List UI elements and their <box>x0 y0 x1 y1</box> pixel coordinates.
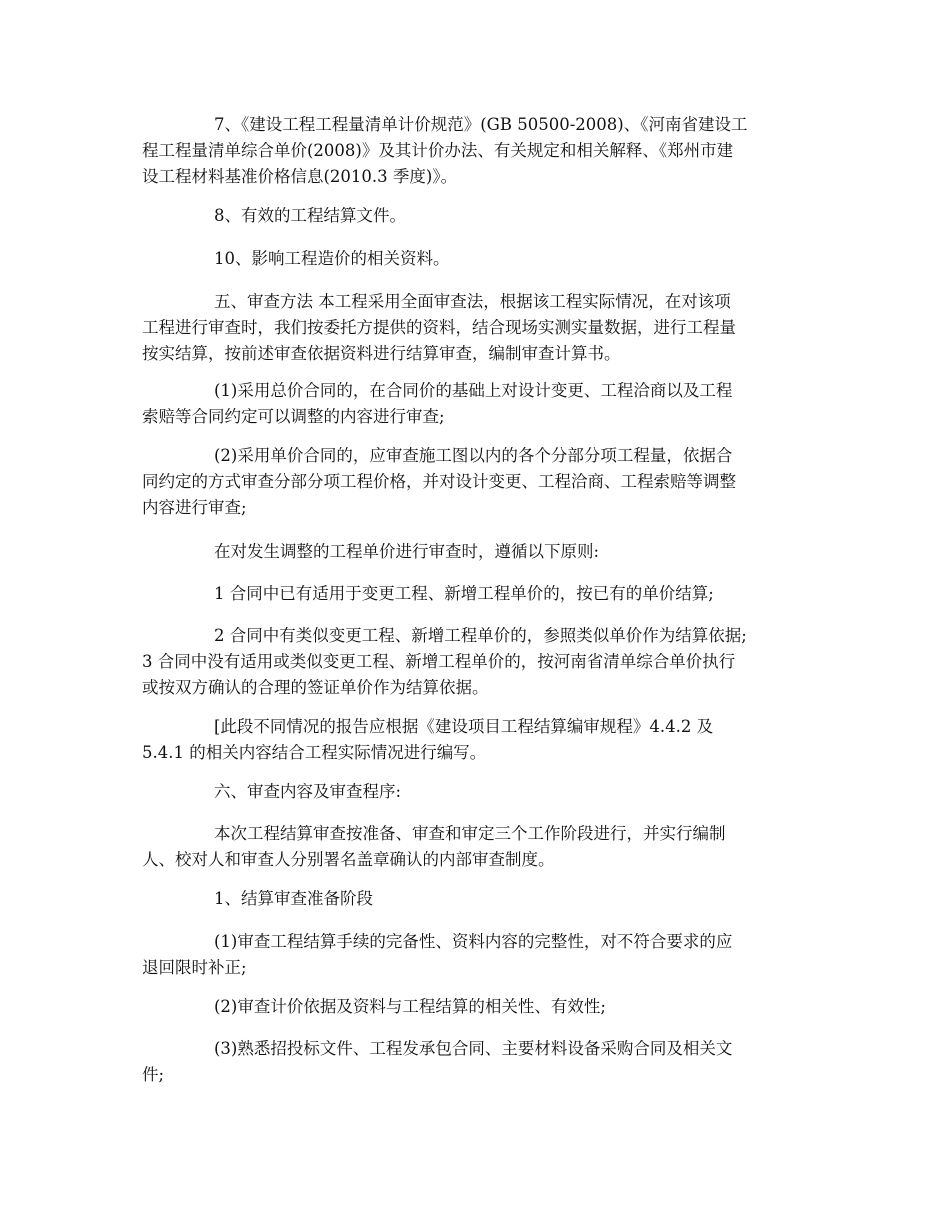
paragraph-line: 五、审查方法 本工程采用全面审查法，根据该工程实际情况，在对该项 <box>214 292 731 311</box>
paragraph <box>142 714 818 766</box>
paragraph-line: 内容进行审查; <box>142 498 247 517</box>
paragraph <box>142 929 818 981</box>
paragraph <box>142 779 818 805</box>
paragraph <box>142 886 818 912</box>
paragraph <box>142 994 818 1020</box>
paragraph-line: 7、《建设工程工程量清单计价规范》(GB 50500-2008)、《河南省建设工 <box>214 115 748 134</box>
paragraph-line: 六、审查内容及审查程序: <box>214 782 402 801</box>
paragraph-line: [此段不同情况的报告应根据《建设项目工程结算编审规程》4.4.2 及 <box>214 717 714 736</box>
paragraph <box>142 289 818 367</box>
paragraph-line: 8、有效的工程结算文件。 <box>214 206 406 225</box>
paragraph-line: 退回限时补正; <box>142 958 247 977</box>
paragraph <box>142 1036 818 1088</box>
paragraph-line: 3 合同中没有适用或类似变更工程、新增工程单价的，按河南省清单综合单价执行 <box>142 652 736 671</box>
paragraph <box>142 539 818 565</box>
paragraph <box>142 443 818 521</box>
paragraph-line: 件; <box>142 1065 165 1084</box>
paragraph-line: 2 合同中有类似变更工程、新增工程单价的，参照类似单价作为结算依据; <box>214 626 747 645</box>
paragraph-line: (3)熟悉招投标文件、工程发承包合同、主要材料设备采购合同及相关文 <box>214 1039 733 1058</box>
paragraph-line: 同约定的方式审查分部分项工程价格，并对设计变更、工程洽商、工程索赔等调整 <box>142 472 736 491</box>
paragraph <box>142 203 818 229</box>
paragraph-line: 按实结算，按前述审查依据资料进行结算审查，编制审查计算书。 <box>142 344 621 363</box>
paragraph-line: (1)审查工程结算手续的完备性、资料内容的完整性，对不符合要求的应 <box>214 932 733 951</box>
paragraph-line: 工程进行审查时，我们按委托方提供的资料，结合现场实测实量数据，进行工程量 <box>142 318 736 337</box>
paragraph-line: (2)审查计价依据及资料与工程结算的相关性、有效性; <box>214 997 606 1016</box>
paragraph-line: 或按双方确认的合理的签证单价作为结算依据。 <box>142 678 489 697</box>
paragraph-line: 5.4.1 的相关内容结合工程实际情况进行编写。 <box>142 743 487 762</box>
paragraph <box>142 581 818 607</box>
paragraph <box>142 623 818 701</box>
paragraph-line: 在对发生调整的工程单价进行审查时，遵循以下原则: <box>214 542 600 561</box>
paragraph-line: (2)采用单价合同的，应审查施工图以内的各个分部分项工程量，依据合 <box>214 446 733 465</box>
paragraph-line: 1、结算审查准备阶段 <box>214 889 373 908</box>
paragraph-line: 1 合同中已有适用于变更工程、新增工程单价的，按已有的单价结算; <box>214 584 714 603</box>
paragraph <box>142 112 818 190</box>
paragraph-line: 索赔等合同约定可以调整的内容进行审查; <box>142 407 445 426</box>
paragraph-line: 设工程材料基准价格信息(2010.3 季度)》。 <box>142 167 458 186</box>
paragraph-line: (1)采用总价合同的，在合同价的基础上对设计变更、工程洽商以及工程 <box>214 381 733 400</box>
paragraph <box>142 378 818 430</box>
paragraph-line: 本次工程结算审查按准备、审查和审定三个工作阶段进行，并实行编制 <box>214 824 726 843</box>
paragraph <box>142 821 818 873</box>
paragraph <box>142 246 818 272</box>
paragraph-line: 程工程量清单综合单价(2008)》及其计价办法、有关规定和相关解释、《郑州市建 <box>142 141 734 160</box>
paragraph-line: 人、校对人和审查人分别署名盖章确认的内部审查制度。 <box>142 850 555 869</box>
paragraph-line: 10、影响工程造价的相关资料。 <box>214 249 450 268</box>
